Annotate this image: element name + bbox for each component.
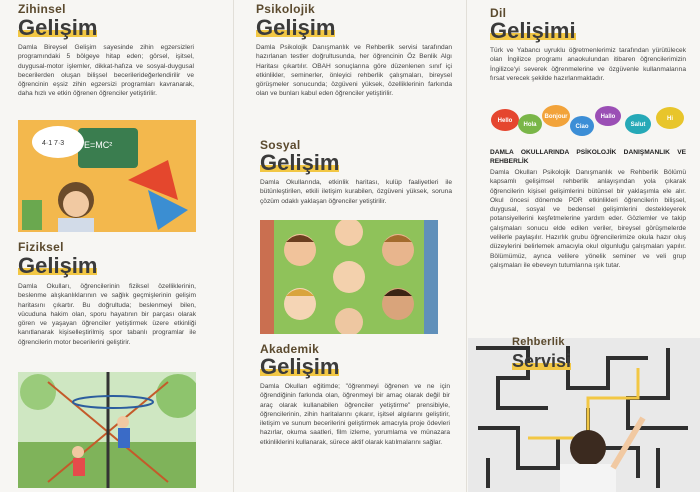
zihinsel-title: Gelişim — [18, 15, 98, 40]
akademik-title-small: Akademik — [260, 342, 320, 356]
playground-rope-illustration — [18, 372, 196, 488]
speech-bubbles-illustration — [490, 98, 690, 142]
sosyal-text: Damla Okullarında, etkinlik haritası, kulüp faaliyetleri ile bütünleştirilen, etkili iletişim kurabilen, özgüveni yüksek, soruna çözüm odaklı yaklaşan öğrenciler yetiştirilir. — [260, 179, 452, 205]
column-left — [0, 0, 232, 492]
rehberlik-text: Damla Okulları Psikolojik Danışmanlık ve Rehberlik Bölümü kapsamlı gelişimsel rehberlik anlayışından yola çıkarak öğrencilerin kişisel gelişimlerini bütünsel bir yaklaşımla ele alır. Okul öncesi dönemde PDR etkinlikleri öğrencilerin bilişsel, duygusal, sosyal ve bedensel gelişimlerini destekleyerek potansiyellerini keşfetmelerine yardım eder. Gözlemler ve takip çalışmaları sonucu elde edilen veriler, bireysel görüşmelerde velilerle paylaşılır. Hazırlık grubu öğrencilerimize okula hazır oluş düzeylerini belirlemek amacıyla okul olgunluğu çalışmaları yapılır. Bölümümüz, ayrıca velilere yönelik seminer ve veli grup çalışmaları ile ebeveyn tutumlarına ışık tutar. — [490, 169, 686, 269]
dil-title-small: Dil — [490, 6, 507, 20]
fiziksel-title: Gelişim — [18, 253, 98, 278]
servis-title: Servisi — [512, 351, 572, 371]
maze-illustration — [468, 338, 700, 492]
bubble-3: Ciao — [575, 124, 589, 130]
svg-text:4·1 7·3: 4·1 7·3 — [42, 140, 65, 147]
bubble-6: Hi — [667, 116, 673, 122]
psikolojik-text: Damla Psikolojik Danışmanlık ve Rehberlik servisi tarafından hazırlanan testler doğrultusunda, her öğrencinin Öz Benlik Algı Haritası çıkartılır. OBAH sonuçlarına göre düzenlenen sınıf içi etkinlikler, seminerler, önleyici rehberlik çalışmaları, bireysel görüşmeler sonucunda; özgüveni yüksek, özelliklerinin farkında olan ve bunları kabul eden öğrenciler yetiştirilir. — [256, 44, 452, 98]
fiziksel-text: Damla Okulları, öğrencilerinin fiziksel özelliklerinin, beslenme alışkanlıklarının ve sağlık geçmişlerinin gelişim haritasını çıkartır. Bu doğrultuda; beslenmeyi bilen, vücuduna hakim olan, sporu hayatının bir parçası olarak gören ve yaşayan öğrenciler yetiştirmek üzere etkinliği kanıtlanarak kişiselleştirilmiş spor tabanlı programlar ile öğrencilerin motor becerilerini geliştirir. — [18, 283, 196, 346]
sosyal-title-small: Sosyal — [260, 138, 301, 152]
fold-line-2 — [466, 0, 467, 492]
zihinsel-title-small: Zihinsel — [18, 2, 66, 16]
children-circle-photo — [260, 220, 438, 334]
zihinsel-text: Damla Bireysel Gelişim sayesinde zihin egzersizleri programındaki 5 bölgeye hitap eden; görsel, işitsel, duygusal-motor işlemler, dikkat-hafıza ve sosyal-duygusal becerilerden oluşan bilişsel becerilerideğerlendirilir ve öğrencinin eşsiz zihin egzersizi programları kavranarak, daha hızlı ve etkin öğrenen öğrenciler yetiştirilir. — [18, 44, 194, 98]
bubble-0: Hello — [497, 118, 513, 124]
bubble-5: Salut — [630, 122, 646, 128]
bubble-1: Hola — [523, 122, 537, 128]
rehberlik-servisi-image — [468, 338, 700, 492]
akademik-text: Damla Okulları eğitimde; "öğrenmeyi öğrenen ve ne için öğrendiğinin farkında olan, öğrenmeyi bir amaç olarak değil bir araç olarak kullanabilen öğrenciler yetiştirme" prensibiyle, öğrencilerinin, zihin haritalarını çıkarır, işitsel algılarını geliştirir, iletişim ve sunum becerilerini geliştirmek amacıyla proje ödevleri hazırlar, okuma saatleri, film izleme, yorumlama ve münazara etkinliklerini kullanarak, sürece aktif olarak katılmalarını sağlar. — [260, 383, 450, 446]
fold-line-1 — [233, 0, 234, 492]
akademik-title: Gelişim — [260, 354, 340, 379]
zihinsel-image — [18, 120, 196, 232]
language-bubbles — [490, 98, 690, 142]
bubble-4: Hallo — [600, 114, 616, 120]
fiziksel-image — [18, 372, 196, 488]
rehberlik-heading: DAMLA OKULLARINDA PSİKOLOJİK DANIŞMANLIK VE REHBERLİK — [490, 149, 686, 166]
fiziksel-title-small: Fiziksel — [18, 240, 64, 254]
column-middle — [236, 0, 464, 492]
psikolojik-title: Gelişim — [256, 15, 336, 40]
sosyal-image — [260, 220, 438, 334]
svg-text:E=MC²: E=MC² — [84, 140, 113, 150]
dil-title: Gelişimi — [490, 18, 576, 43]
child-thinking-illustration — [18, 120, 196, 232]
column-right — [468, 0, 700, 492]
bubble-2: Bonjour — [544, 114, 568, 120]
psikolojik-title-small: Psikolojik — [256, 2, 316, 16]
sosyal-title: Gelişim — [260, 150, 340, 175]
dil-text: Türk ve Yabancı uyruklu öğretmenlerimiz tarafından yürütülecek olan İngilizce programı anaokulundan itibaren öğrencilerimizin İngilizce'yi severek öğrenmelerine ve özgüvenle kullanmalarına fırsat verecek şekilde hazırlanmaktadır. — [490, 47, 686, 82]
servis-title-small: Rehberlik — [512, 336, 565, 348]
